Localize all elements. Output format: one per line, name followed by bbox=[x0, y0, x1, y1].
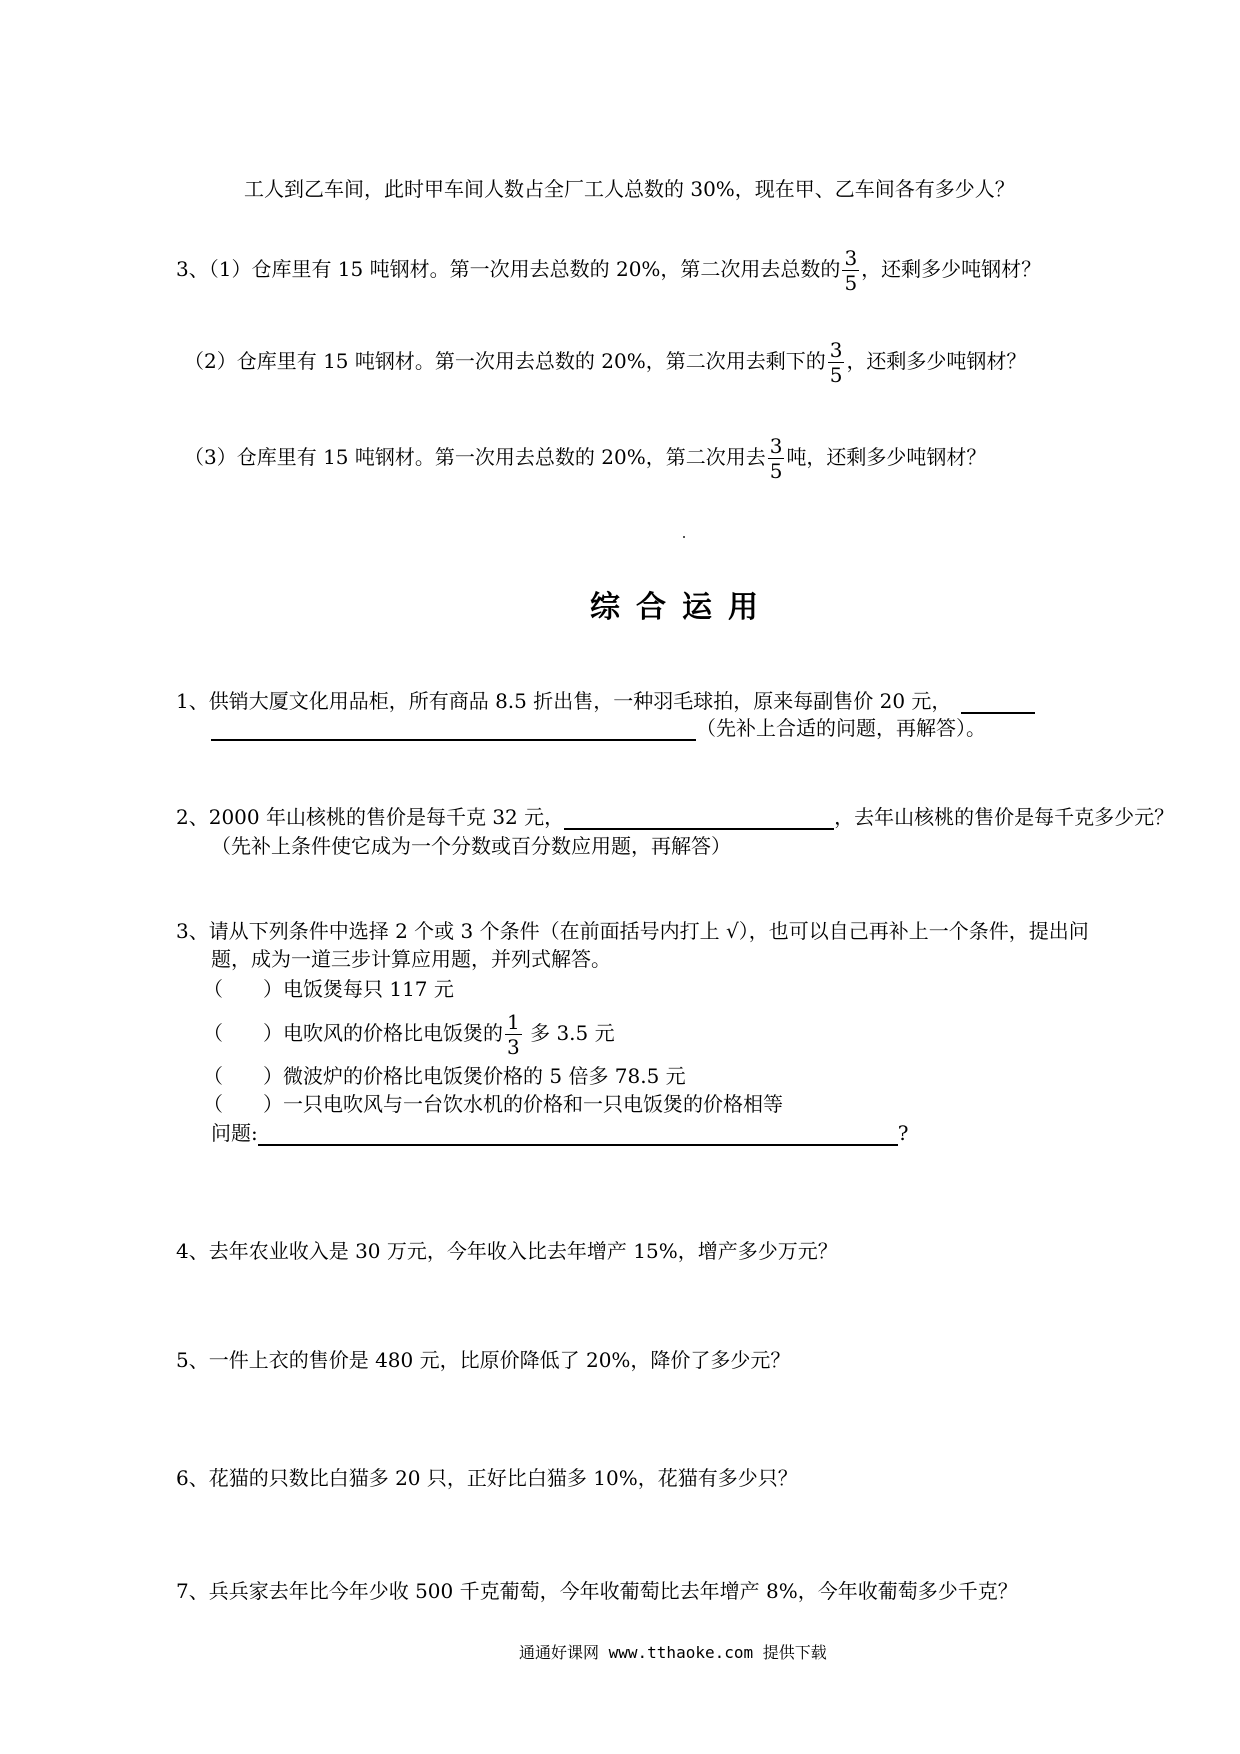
problem-text: 1、供销大厦文化用品柜，所有商品 8.5 折出售，一种羽毛球拍，原来每副售价 20 元， bbox=[176, 689, 952, 713]
answer-blank[interactable] bbox=[961, 692, 1035, 714]
problem-text: 2、2000 年山核桃的售价是每千克 32 元， bbox=[176, 805, 565, 829]
problem-text: ，去年山核桃的售价是每千克多少元？ bbox=[834, 805, 1175, 829]
problem-3: 3、请从下列条件中选择 2 个或 3 个条件（在前面括号内打上 √），也可以自己再补上一个条件，提出问 bbox=[176, 919, 1089, 943]
problem-1 bbox=[176, 688, 1035, 714]
fraction-denominator: 5 bbox=[829, 363, 843, 387]
problem-text: 3、（1）仓库里有 15 吨钢材。第一次用去总数的 20%，第二次用去总数的 bbox=[176, 257, 841, 281]
answer-blank[interactable] bbox=[564, 808, 834, 830]
question-line bbox=[211, 1120, 908, 1146]
question-mark: ? bbox=[897, 1121, 909, 1145]
condition-option-3[interactable]: （ ）微波炉的价格比电饭煲价格的 5 倍多 78.5 元 bbox=[203, 1064, 686, 1088]
problem-6: 6、花猫的只数比白猫多 20 只，正好比白猫多 10%，花猫有多少只？ bbox=[176, 1466, 798, 1490]
condition-option-2[interactable] bbox=[203, 1012, 615, 1057]
problem-text: （3）仓库里有 15 吨钢材。第一次用去总数的 20%，第二次用去 bbox=[184, 445, 766, 469]
problem-7: 7、兵兵家去年比今年少收 500 千克葡萄，今年收葡萄比去年增产 8%，今年收葡萄多少千克？ bbox=[176, 1579, 1018, 1603]
fraction-numerator: 3 bbox=[844, 246, 858, 270]
fraction-denominator: 5 bbox=[844, 271, 858, 295]
problem-text: （先补上合适的问题，再解答）。 bbox=[696, 716, 986, 740]
fraction-three-fifths bbox=[768, 436, 785, 481]
problem-3-continued: 题，成为一道三步计算应用题，并列式解答。 bbox=[211, 947, 611, 971]
problem-text: 吨，还剩多少吨钢材？ bbox=[786, 445, 987, 469]
problem-2-note: （先补上条件使它成为一个分数或百分数应用题，再解答） bbox=[211, 834, 731, 858]
problem-5: 5、一件上衣的售价是 480 元，比原价降低了 20%，降价了多少元？ bbox=[176, 1348, 791, 1372]
question-label: 问题: bbox=[211, 1121, 258, 1145]
fraction-numerator: 3 bbox=[769, 434, 783, 458]
problem-text: ，还剩多少吨钢材？ bbox=[846, 349, 1027, 373]
problem-text: ，还剩多少吨钢材？ bbox=[861, 257, 1042, 281]
fraction-three-fifths bbox=[828, 340, 845, 385]
text-line-continuation: 工人到乙车间，此时甲车间人数占全厂工人总数的 30%，现在甲、乙车间各有多少人？ bbox=[244, 177, 1015, 201]
problem-3-part-1 bbox=[176, 248, 1041, 293]
fraction-numerator: 3 bbox=[829, 338, 843, 362]
question-blank[interactable] bbox=[258, 1124, 898, 1146]
condition-option-4[interactable]: （ ）一只电吹风与一台饮水机的价格和一只电饭煲的价格相等 bbox=[203, 1092, 783, 1116]
fraction-denominator: 5 bbox=[769, 459, 783, 483]
section-title: 综合运用 bbox=[590, 590, 774, 625]
footer-credit: 通通好课网 www.tthaoke.com 提供下载 bbox=[519, 1643, 827, 1662]
problem-1-continued bbox=[211, 715, 986, 741]
stray-mark bbox=[683, 536, 685, 538]
fraction-denominator: 3 bbox=[507, 1035, 520, 1059]
answer-blank[interactable] bbox=[211, 719, 696, 741]
fraction-numerator: 1 bbox=[507, 1010, 520, 1034]
problem-text: （2）仓库里有 15 吨钢材。第一次用去总数的 20%，第二次用去剩下的 bbox=[184, 349, 826, 373]
problem-3-part-2 bbox=[184, 340, 1026, 385]
problem-3-part-3 bbox=[184, 436, 986, 481]
problem-2 bbox=[176, 804, 1174, 830]
fraction-three-fifths bbox=[842, 248, 859, 293]
condition-option-1[interactable]: （ ）电饭煲每只 117 元 bbox=[203, 977, 454, 1001]
problem-4: 4、去年农业收入是 30 万元，今年收入比去年增产 15%，增产多少万元？ bbox=[176, 1239, 838, 1263]
fraction-one-third bbox=[505, 1012, 522, 1057]
option-text: （ ）电吹风的价格比电饭煲的 bbox=[203, 1021, 503, 1045]
option-text: 多 3.5 元 bbox=[523, 1021, 615, 1045]
